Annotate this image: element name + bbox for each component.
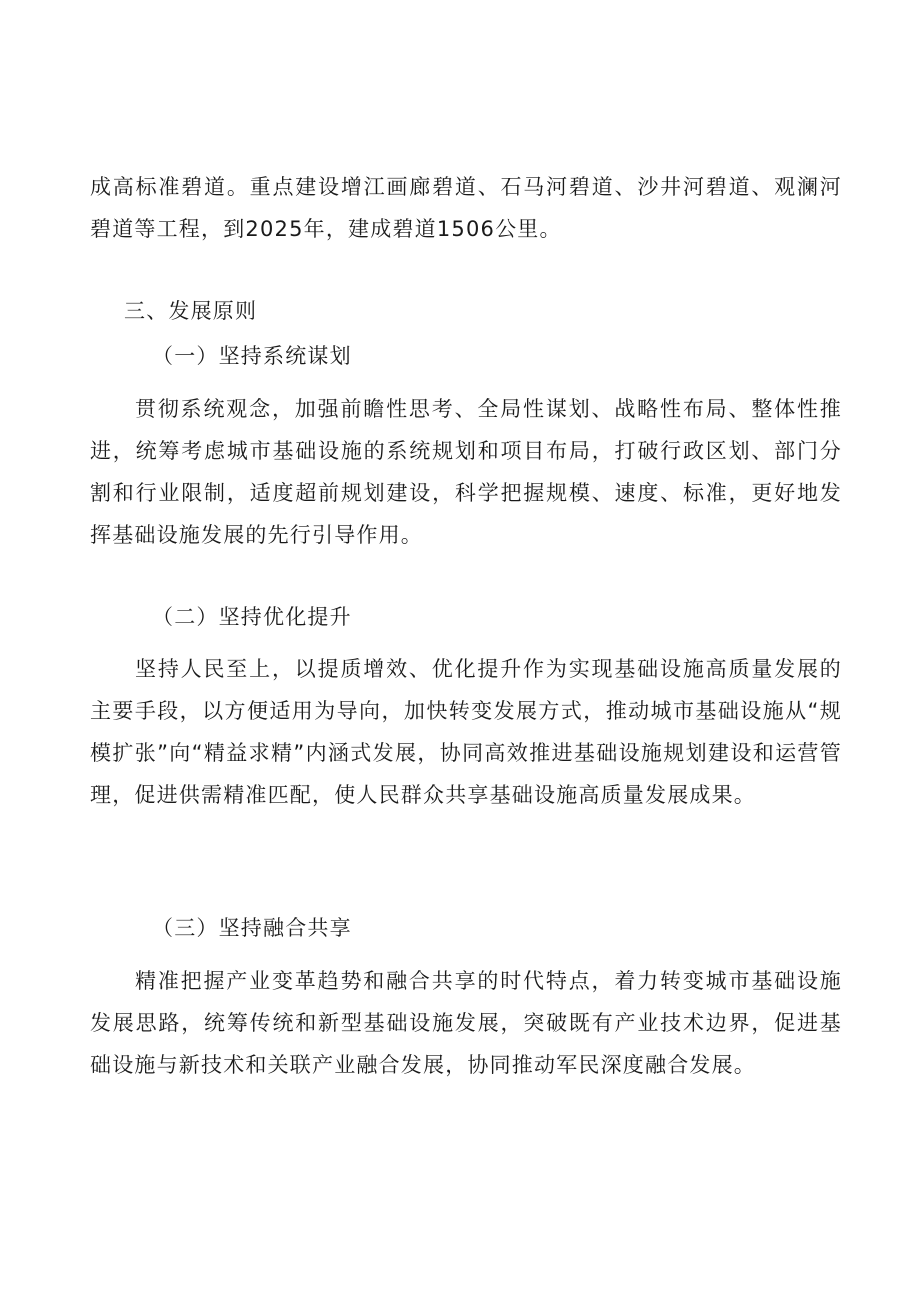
principle-2-title: （二）坚持优化提升: [152, 605, 352, 629]
principle-1-title: （一）坚持系统谋划: [152, 344, 352, 368]
intro-paragraph: 成高标准碧道。重点建设增江画廊碧道、石马河碧道、沙井河碧道、观澜河碧道等工程，到2025年，建成碧道1506公里。: [90, 175, 842, 241]
principle-3-body: 精准把握产业变革趋势和融合共享的时代特点，着力转变城市基础设施发展思路，统筹传统和新型基础设施发展，突破既有产业技术边界，促进基础设施与新技术和关联产业融合发展，协同推动军民深度融合发展。: [90, 969, 842, 1077]
section-title: 三、发展原则: [124, 299, 258, 323]
principle-1-body: 贯彻系统观念，加强前瞻性思考、全局性谋划、战略性布局、整体性推进，统筹考虑城市基础设施的系统规划和项目布局，打破行政区划、部门分割和行业限制，适度超前规划建设，科学把握规模、速度、标准，更好地发挥基础设施发展的先行引导作用。: [90, 397, 842, 547]
principle-2-body: 坚持人民至上，以提质增效、优化提升作为实现基础设施高质量发展的主要手段，以方便适用为导向，加快转变发展方式，推动城市基础设施从“规模扩张”向“精益求精”内涵式发展，协同高效推进基础设施规划建设和运营管理，促进供需精准匹配，使人民群众共享基础设施高质量发展成果。: [90, 657, 842, 807]
principle-3-title: （三）坚持融合共享: [152, 916, 352, 940]
